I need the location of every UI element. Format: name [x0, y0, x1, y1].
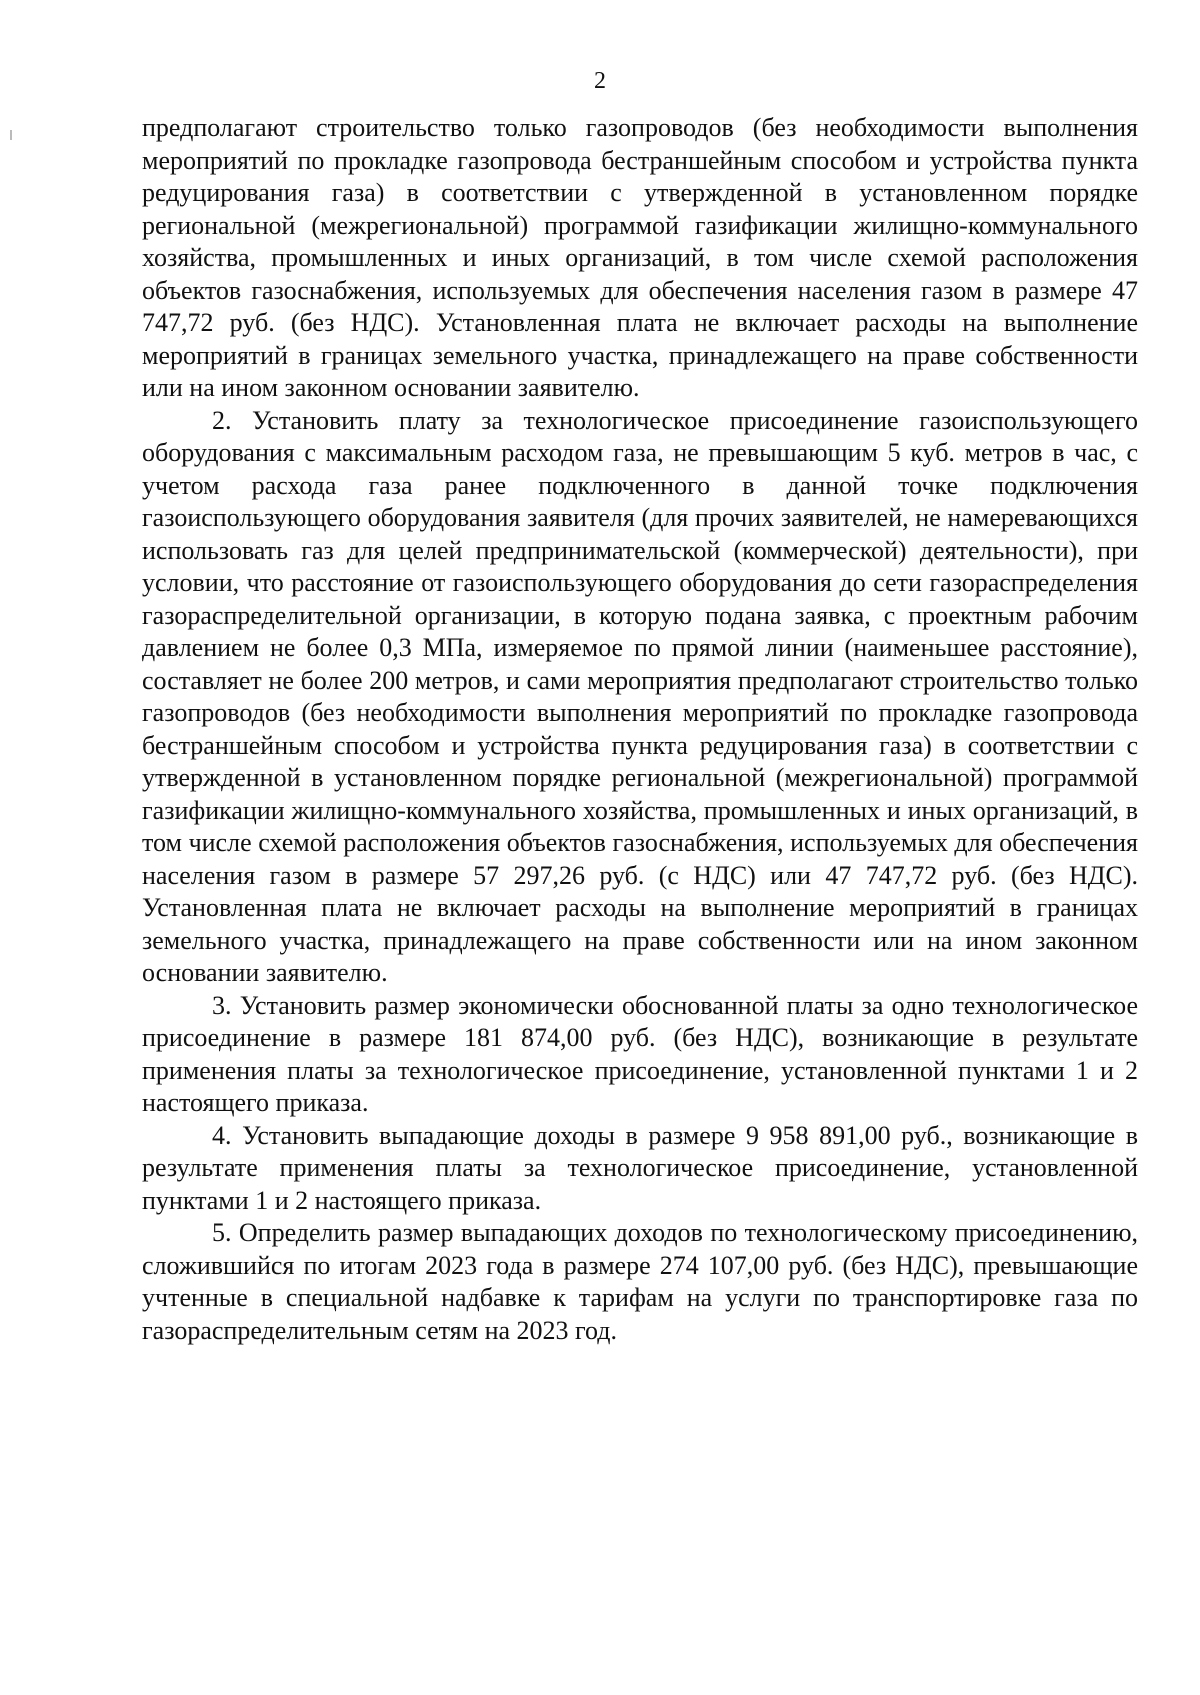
document-body	[142, 112, 1138, 1347]
page-number: 2	[594, 68, 606, 94]
paragraph-item-4: 4. Установить выпадающие доходы в размере 9 958 891,00 руб., возникающие в результате применения платы за технологическое присоединение, установленной пунктами 1 и 2 настоящего приказа.	[142, 1120, 1138, 1215]
paragraph-item-3: 3. Установить размер экономически обоснованной платы за одно технологическое присоединение в размере 181 874,00 руб. (без НДС), возникающие в результате применения платы за технологическое присоединение, установленной пунктами 1 и 2 настоящего приказа.	[142, 990, 1138, 1117]
paragraph-continuation: предполагают строительство только газопроводов (без необходимости выполнения мероприятий по прокладке газопровода бестраншейным способом и устройства пункта редуцирования газа) в соответствии с утвержденной в установленном порядке региональной (межрегиональной) программой газификации жилищно-коммунального хозяйства, промышленных и иных организаций, в том числе схемой расположения объектов газоснабжения, используемых для обеспечения населения газом в размере 47 747,72 руб. (без НДС). Установленная плата не включает расходы на выполнение мероприятий в границах земельного участка, принадлежащего на праве собственности или на ином законном основании заявителю.	[142, 113, 1138, 402]
paragraph-item-2: 2. Установить плату за технологическое присоединение газоиспользующего оборудования с максимальным расходом газа, не превышающим 5 куб. метров в час, с учетом расхода газа ранее подключенного в данной точке подключения газоиспользующего оборудования заявителя (для прочих заявителей, не намеревающихся использовать газ для целей предпринимательской (коммерческой) деятельности), при условии, что расстояние от газоиспользующего оборудования до сети газораспределения газораспределительной организации, в которую подана заявка, с проектным рабочим давлением не более 0,3 МПа, измеряемое по прямой линии (наименьшее расстояние), составляет не более 200 метров, и сами мероприятия предполагают строительство только газопроводов (без необходимости выполнения мероприятий по прокладке газопровода бестраншейным способом и устройства пункта редуцирования газа) в соответствии с утвержденной в установленном порядке региональной (межрегиональной) программой газификации жилищно-коммунального хозяйства, промышленных и иных организаций, в том числе схемой расположения объектов газоснабжения, используемых для обеспечения населения газом в размере 57 297,26 руб. (с НДС) или 47 747,72 руб. (без НДС). Установленная плата не включает расходы на выполнение мероприятий в границах земельного участка, принадлежащего на праве собственности или на ином законном основании заявителю.	[142, 405, 1138, 987]
scan-artifact-mark	[10, 130, 12, 140]
paragraph-item-5: 5. Определить размер выпадающих доходов по технологическому присоединению, сложившийся по итогам 2023 года в размере 274 107,00 руб. (без НДС), превышающие учтенные в специальной надбавке к тарифам на услуги по транспортировке газа по газораспределительным сетям на 2023 год.	[142, 1218, 1138, 1345]
